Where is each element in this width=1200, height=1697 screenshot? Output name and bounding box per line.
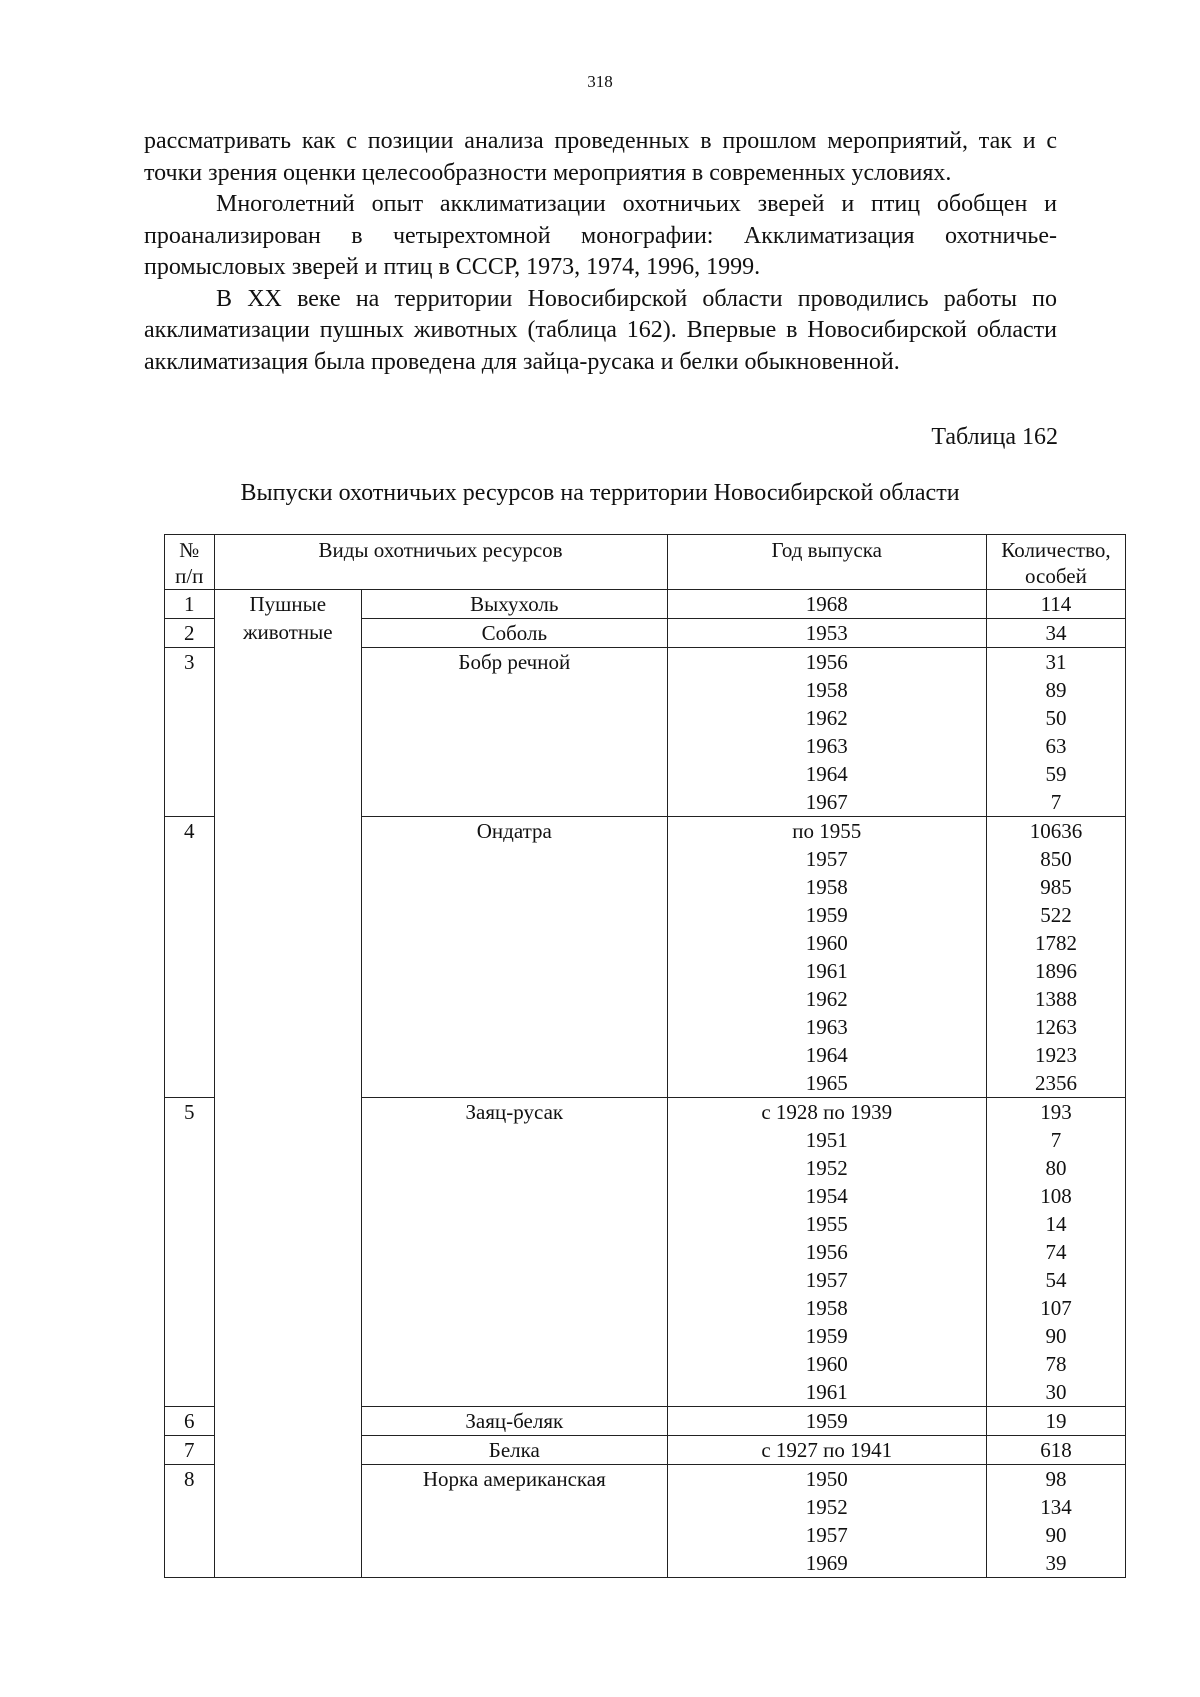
release-year: 1958 bbox=[805, 678, 848, 702]
species-cell: Заяц-русак bbox=[362, 1098, 668, 1407]
header-count: Количество, особей bbox=[986, 535, 1125, 590]
row-number: 2 bbox=[165, 619, 215, 648]
count-cell bbox=[986, 648, 1125, 817]
release-year: с 1927 по 1941 bbox=[761, 1438, 893, 1462]
year-cell bbox=[667, 1407, 986, 1436]
release-year: 1967 bbox=[805, 790, 848, 814]
release-count: 1263 bbox=[1034, 1015, 1077, 1039]
year-cell bbox=[667, 817, 986, 1098]
release-year: 1962 bbox=[805, 706, 848, 730]
count-cell bbox=[986, 1407, 1125, 1436]
table-row bbox=[165, 590, 1126, 619]
release-count: 107 bbox=[1040, 1296, 1072, 1320]
row-number: 1 bbox=[165, 590, 215, 619]
paragraph: В XX веке на территории Новосибирской области проводились работы по акклиматизации пушных животных (таблица 162). Впервые в Новосибирской области акклиматизация была проведена для зайца-русака и белки обыкновенной. bbox=[144, 285, 1057, 375]
category-cell: Пушные животные bbox=[214, 590, 362, 1578]
release-count: 850 bbox=[1040, 847, 1072, 871]
year-cell bbox=[667, 1465, 986, 1578]
release-year: 1968 bbox=[805, 592, 848, 616]
release-count: 7 bbox=[1050, 790, 1062, 814]
release-year: 1955 bbox=[805, 1212, 848, 1236]
release-count: 522 bbox=[1040, 903, 1072, 927]
release-year: 1959 bbox=[805, 1324, 848, 1348]
release-year: 1963 bbox=[805, 1015, 848, 1039]
table-label: Таблица 162 bbox=[931, 424, 1058, 450]
release-year: 1952 bbox=[805, 1156, 848, 1180]
release-count: 54 bbox=[1045, 1268, 1067, 1292]
count-cell bbox=[986, 817, 1125, 1098]
release-count: 108 bbox=[1040, 1184, 1072, 1208]
release-year: 1964 bbox=[805, 762, 848, 786]
release-count: 78 bbox=[1045, 1352, 1067, 1376]
count-cell bbox=[986, 619, 1125, 648]
release-count: 134 bbox=[1040, 1495, 1072, 1519]
body-text bbox=[144, 126, 1057, 378]
year-cell bbox=[667, 590, 986, 619]
year-cell bbox=[667, 1436, 986, 1465]
release-year: 1959 bbox=[805, 1409, 848, 1433]
release-count: 985 bbox=[1040, 875, 1072, 899]
species-cell: Ондатра bbox=[362, 817, 668, 1098]
release-year: 1969 bbox=[805, 1551, 848, 1575]
species-cell: Заяц-беляк bbox=[362, 1407, 668, 1436]
release-count: 63 bbox=[1045, 734, 1067, 758]
release-count: 90 bbox=[1045, 1523, 1067, 1547]
species-cell: Белка bbox=[362, 1436, 668, 1465]
release-year: 1965 bbox=[805, 1071, 848, 1095]
release-count: 114 bbox=[1040, 592, 1072, 616]
count-cell bbox=[986, 1465, 1125, 1578]
count-cell bbox=[986, 590, 1125, 619]
row-number: 4 bbox=[165, 817, 215, 1098]
release-year: 1961 bbox=[805, 1380, 848, 1404]
release-year: 1956 bbox=[805, 650, 848, 674]
release-year: 1960 bbox=[805, 1352, 848, 1376]
page-number: 318 bbox=[587, 72, 613, 91]
release-count: 98 bbox=[1045, 1467, 1067, 1491]
release-table bbox=[164, 534, 1126, 1578]
release-count: 193 bbox=[1040, 1100, 1072, 1124]
release-count: 1896 bbox=[1034, 959, 1077, 983]
count-cell bbox=[986, 1436, 1125, 1465]
header-species: Виды охотничьих ресурсов bbox=[214, 535, 667, 590]
release-count: 31 bbox=[1045, 650, 1067, 674]
species-cell: Бобр речной bbox=[362, 648, 668, 817]
release-year: 1962 bbox=[805, 987, 848, 1011]
release-count: 7 bbox=[1050, 1128, 1062, 1152]
release-year: 1957 bbox=[805, 1523, 848, 1547]
release-count: 89 bbox=[1045, 678, 1067, 702]
species-cell: Соболь bbox=[362, 619, 668, 648]
species-cell: Выхухоль bbox=[362, 590, 668, 619]
release-count: 19 bbox=[1045, 1409, 1067, 1433]
release-year: 1950 bbox=[805, 1467, 848, 1491]
release-count: 14 bbox=[1045, 1212, 1067, 1236]
release-year: 1958 bbox=[805, 1296, 848, 1320]
release-year: 1964 bbox=[805, 1043, 848, 1067]
release-year: по 1955 bbox=[792, 819, 862, 843]
release-count: 39 bbox=[1045, 1551, 1067, 1575]
release-year: 1954 bbox=[805, 1184, 848, 1208]
release-count: 1782 bbox=[1034, 931, 1077, 955]
row-number: 8 bbox=[165, 1465, 215, 1578]
release-year: 1960 bbox=[805, 931, 848, 955]
release-year: 1957 bbox=[805, 847, 848, 871]
release-count: 59 bbox=[1045, 762, 1067, 786]
row-number: 3 bbox=[165, 648, 215, 817]
release-count: 80 bbox=[1045, 1156, 1067, 1180]
table-header-row bbox=[165, 535, 1126, 590]
count-cell bbox=[986, 1098, 1125, 1407]
release-year: 1951 bbox=[805, 1128, 848, 1152]
row-number: 5 bbox=[165, 1098, 215, 1407]
release-year: 1952 bbox=[805, 1495, 848, 1519]
year-cell bbox=[667, 648, 986, 817]
release-count: 1388 bbox=[1034, 987, 1077, 1011]
release-year: 1957 bbox=[805, 1268, 848, 1292]
header-year: Год выпуска bbox=[667, 535, 986, 590]
release-count: 50 bbox=[1045, 706, 1067, 730]
release-count: 74 bbox=[1045, 1240, 1067, 1264]
release-count: 90 bbox=[1045, 1324, 1067, 1348]
release-year: 1958 bbox=[805, 875, 848, 899]
release-year: 1963 bbox=[805, 734, 848, 758]
row-number: 6 bbox=[165, 1407, 215, 1436]
year-cell bbox=[667, 619, 986, 648]
release-count: 30 bbox=[1045, 1380, 1067, 1404]
release-count: 618 bbox=[1040, 1438, 1072, 1462]
row-number: 7 bbox=[165, 1436, 215, 1465]
header-num: № п/п bbox=[165, 535, 215, 590]
release-year: с 1928 по 1939 bbox=[761, 1100, 893, 1124]
release-year: 1959 bbox=[805, 903, 848, 927]
release-count: 34 bbox=[1045, 621, 1067, 645]
year-cell bbox=[667, 1098, 986, 1407]
table-body bbox=[165, 590, 1126, 1578]
release-count: 10636 bbox=[1029, 819, 1083, 843]
species-cell: Норка американская bbox=[362, 1465, 668, 1578]
table-caption: Выпуски охотничьих ресурсов на территории Новосибирской области bbox=[240, 480, 960, 506]
release-year: 1953 bbox=[805, 621, 848, 645]
release-count: 1923 bbox=[1034, 1043, 1077, 1067]
release-count: 2356 bbox=[1034, 1071, 1077, 1095]
release-year: 1961 bbox=[805, 959, 848, 983]
release-year: 1956 bbox=[805, 1240, 848, 1264]
paragraph: Многолетний опыт акклиматизации охотничьих зверей и птиц обобщен и проанализирован в четырехтомной монографии: Акклиматизация охотничье-промысловых зверей и птиц в СССР, 1973, 1974, 1996, 1999. bbox=[144, 191, 1057, 280]
paragraph: рассматривать как с позиции анализа проведенных в прошлом мероприятий, так и с точки зрения оценки целесообразности мероприятия в современных условиях. bbox=[144, 128, 1057, 186]
